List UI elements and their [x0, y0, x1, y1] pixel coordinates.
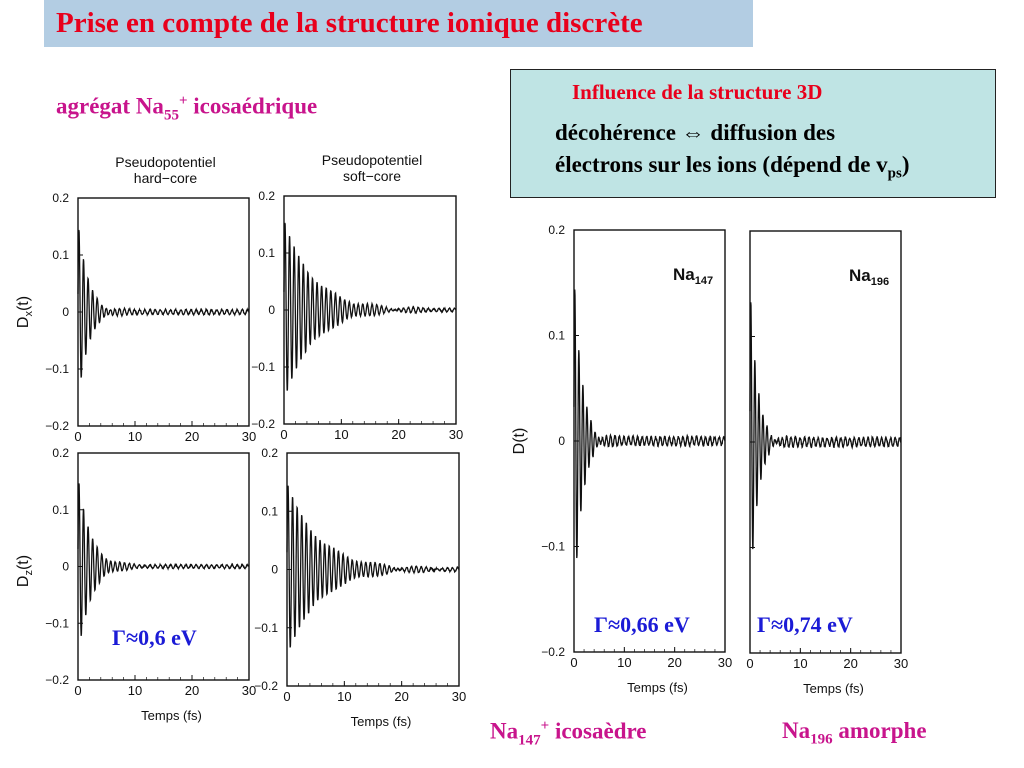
x-axis-label: Temps (fs): [627, 680, 688, 695]
x-tick-label: 10: [337, 689, 352, 704]
x-tick-label: 10: [127, 429, 143, 444]
gamma-label-left: Γ≈0,6 eV: [112, 625, 197, 650]
slide-title: Prise en compte de la structure ionique discrète: [56, 7, 643, 39]
y-tick-label: −0.1: [251, 360, 275, 374]
x-tick-label: 20: [843, 656, 858, 671]
info-box-title: Influence de la structure 3D: [572, 80, 823, 104]
chart-header: soft−core: [343, 168, 401, 184]
y-tick-label: 0.1: [52, 248, 69, 262]
x-tick-label: 30: [241, 683, 257, 698]
x-tick-label: 10: [793, 656, 808, 671]
y-tick-label: 0.2: [548, 223, 565, 237]
y-axis-label: D(t): [511, 427, 528, 455]
y-tick-label: −0.1: [541, 539, 565, 554]
inset-cluster-label: $Na_{147}$: [673, 265, 714, 287]
y-tick-label: 0: [268, 303, 275, 317]
na196-caption: $Na_{196}$ amorphe: [782, 718, 927, 748]
x-tick-label: 0: [570, 655, 578, 670]
x-tick-label: 30: [451, 689, 467, 704]
inset-cluster-label: $Na_{196}$: [849, 266, 890, 288]
signal-line: [284, 223, 456, 391]
signal-line: [78, 483, 249, 635]
signal-line: [78, 230, 249, 378]
na147-caption: $Na_{147}^+$ icosaèdre: [490, 718, 647, 749]
y-tick-label: −0.2: [254, 679, 278, 693]
y-tick-label: 0.1: [258, 246, 275, 260]
y-tick-label: 0.1: [261, 504, 278, 519]
y-tick-label: −0.2: [45, 419, 69, 433]
y-tick-label: 0.2: [52, 446, 69, 460]
x-tick-label: 0: [746, 656, 754, 671]
chart-panel-3: [15, 446, 256, 723]
y-tick-label: −0.1: [45, 616, 69, 631]
x-tick-label: 10: [617, 655, 632, 670]
x-tick-label: 0: [280, 427, 288, 442]
y-axis-label: $D_x(t)$: [15, 295, 35, 329]
signal-line: [750, 302, 901, 549]
y-tick-label: −0.2: [251, 417, 275, 431]
y-tick-label: 0: [62, 305, 69, 319]
x-axis-label: Temps (fs): [350, 714, 412, 729]
x-axis-label: Temps (fs): [141, 708, 202, 723]
x-tick-label: 30: [717, 655, 733, 670]
y-tick-label: 0: [271, 562, 278, 577]
equivalence-arrow-icon: ⇔: [681, 120, 705, 145]
cluster-label: agrégat $Na_{55}^+$ icosaédrique: [56, 93, 318, 124]
chart-header: Pseudopotentiel: [115, 154, 216, 170]
y-axis-label: $D_z(t)$: [15, 554, 35, 588]
x-tick-label: 0: [283, 689, 291, 704]
chart-panel-1: [15, 154, 256, 444]
x-tick-label: 20: [667, 655, 682, 670]
x-tick-label: 20: [394, 689, 409, 704]
chart-panel-2: [251, 152, 463, 442]
signal-line: [287, 486, 459, 648]
x-tick-label: 20: [184, 429, 200, 444]
y-tick-label: 0.1: [52, 502, 69, 517]
chart-header: hard−core: [133, 170, 198, 186]
x-axis-label: Temps (fs): [803, 681, 864, 696]
y-tick-label: 0.2: [52, 191, 69, 205]
y-tick-label: 0.2: [261, 446, 278, 460]
gamma-label-na196: Γ≈0,74 eV: [757, 612, 853, 637]
y-tick-label: 0: [62, 559, 69, 574]
x-tick-label: 0: [74, 429, 82, 444]
info-box-line1: décohérence ⇔ diffusion des: [555, 120, 836, 145]
y-tick-label: 0: [558, 434, 565, 448]
chart-header: Pseudopotentiel: [321, 152, 423, 168]
x-tick-label: 10: [127, 683, 143, 698]
y-tick-label: −0.1: [45, 362, 69, 376]
x-tick-label: 0: [74, 683, 82, 698]
y-tick-label: 0.1: [548, 328, 565, 343]
y-tick-label: −0.1: [254, 620, 278, 635]
y-tick-label: −0.2: [541, 645, 565, 659]
x-tick-label: 20: [391, 427, 406, 442]
chart-panel-4: [254, 446, 466, 729]
y-tick-label: −0.2: [45, 673, 69, 687]
x-tick-label: 30: [448, 427, 464, 442]
info-box-line2: électrons sur les ions (dépend de $v_{ps}$): [555, 152, 910, 182]
x-tick-label: 10: [334, 427, 349, 442]
gamma-label-na147: Γ≈0,66 eV: [594, 612, 690, 637]
y-tick-label: 0.2: [258, 189, 275, 203]
x-tick-label: 30: [241, 429, 257, 444]
x-tick-label: 20: [184, 683, 200, 698]
signal-line: [574, 290, 725, 558]
x-tick-label: 30: [893, 656, 909, 671]
